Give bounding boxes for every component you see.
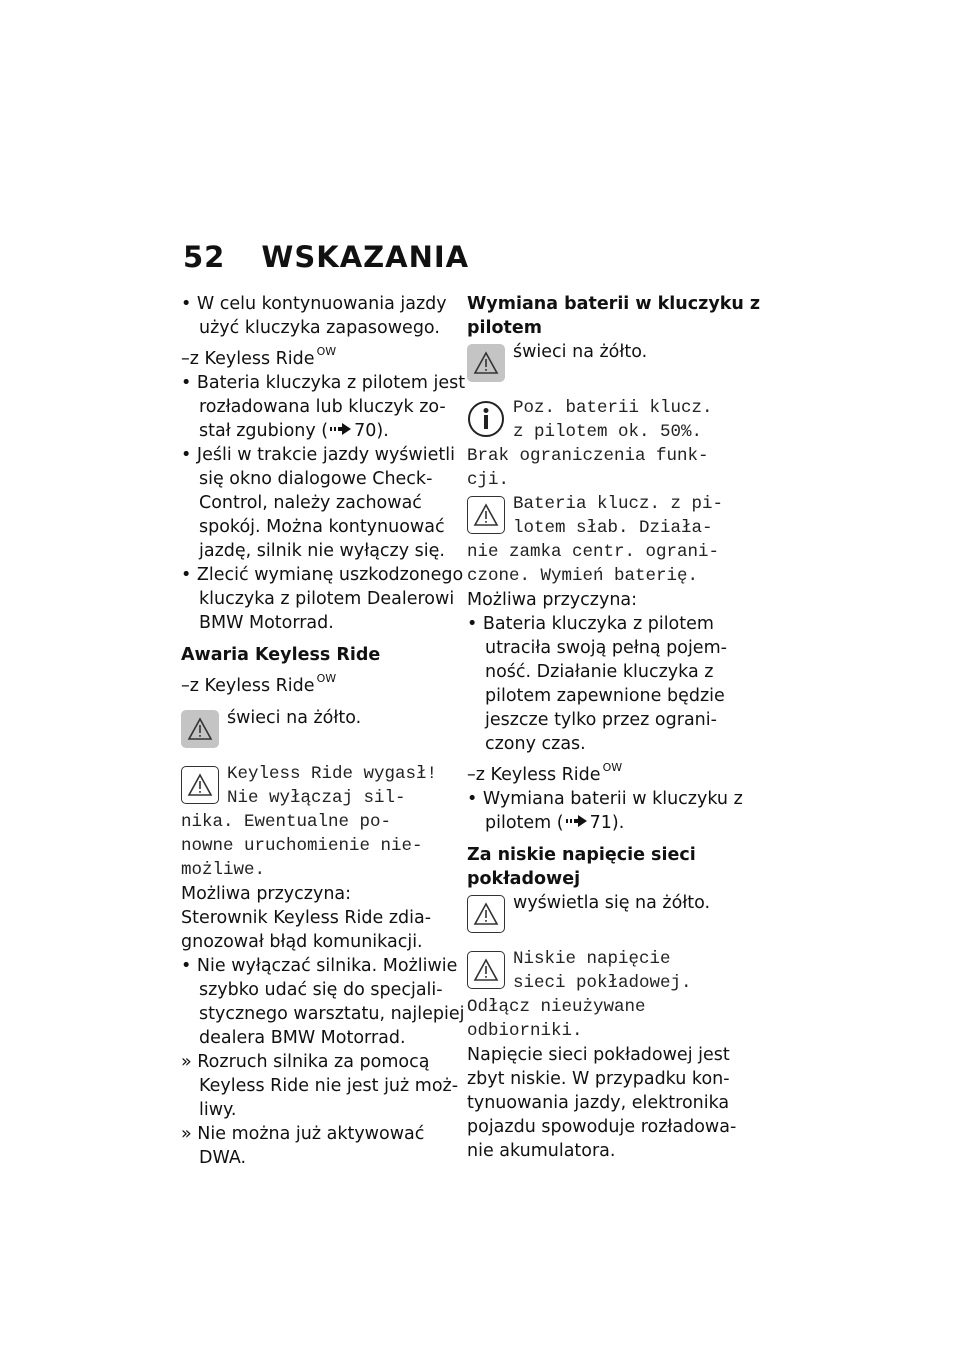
warning-lamp-icon (181, 710, 219, 748)
warning-triangle-icon (467, 496, 505, 534)
right-column: Wymiana baterii w kluczyku z pilotem świeci na żółto. Poz. baterii klucz. z pilotem ok. 50%. Brak ograniczenia funk- cji. Bateria klucz. z pi- lotem słab. Działa- nie zamka centr. ograni- czone. Wymień baterię. Możliwa przyczyna: • Bateria kluczyka z pilotem utraciła swoją pełną pojem- ność. Działanie kluczyka z pilotem zapewnione będzie jeszcze tylko przez ograni- czony czas. –z Keyless Ride $^{OW}$ • Wymiana baterii w kluczyku z pilotem ( 71). Za niskie napięcie sieci pokładowej wyświetla się na żółto. Niskie napięcie sieci pokładowej. Odłącz nieużywane odbiorniki. Napięcie sieci pokładowej jest zbyt niskie. W przypadku kon- tynuowania jazdy, elektronika pojazdu spowoduje rozładowa- nie akumulatora. (467, 294, 761, 1161)
display-message: Bateria klucz. z pi- lotem słab. Działa- (467, 492, 739, 540)
option-line: –z Keyless Ride $^{OW}$ (181, 672, 337, 696)
result-item: » Nie można już aktywować (181, 1124, 425, 1144)
display-message: Poz. baterii klucz. z pilotem ok. 50%. (467, 396, 739, 444)
bullet-item: • W celu kontynuowania jazdy (181, 294, 447, 314)
page-reference-link[interactable]: 70). (354, 421, 389, 441)
bullet-glyph: • (181, 294, 192, 314)
info-icon (467, 400, 505, 438)
arrow-reference-icon (330, 423, 352, 435)
warning-triangle-icon (467, 951, 505, 989)
bullet-item: • Nie wyłączać silnika. Możliwie (181, 956, 458, 976)
left-column: • W celu kontynuowania jazdy użyć kluczyka zapasowego. –z Keyless Ride $^{OW}$ • Bateria kluczyka z pilotem jest rozładowana lub kluczyk zo- stał zgubiony ( 70). • Jeśli w trakcie jazdy wyświetli się okno dialogowe Check- Control, należy zachować spokój. Można kontynuować jazdę, silnik nie wyłączy się. • Zlecić wymianę uszkodzonego kluczyka z pilotem Dealerowi BMW Motorrad. Awaria Keyless Ride –z Keyless Ride $^{OW}$ świeci na żółto. Keyless Ride wygasł! Nie wyłączaj sil- nika. Ewentualne po- nowne uruchomienie nie- możliwe. Możliwa przyczyna: Sterownik Keyless Ride zdia- gnozował błąd komunikacji. • Nie wyłączać silnika. Możliwie szybko udać się do specjali- stycznego warsztatu, najlepiej dealera BMW Motorrad. » Rozruch silnika za pomocą Keyless Ride nie jest już moż- liwy. » Nie można już aktywować DWA. (181, 294, 466, 1168)
display-message: Keyless Ride wygasł! Nie wyłączaj sil- (181, 762, 453, 810)
bullet-item: • Bateria kluczyka z pilotem (467, 614, 714, 634)
warning-lamp-row: świeci na żółto. (181, 706, 453, 754)
section-heading: Awaria Keyless Ride (181, 645, 381, 665)
result-item: » Rozruch silnika za pomocą (181, 1052, 430, 1072)
warning-lamp-row: świeci na żółto. (467, 340, 739, 388)
warning-lamp-row: wyświetla się na żółto. (467, 891, 739, 939)
option-line: –z Keyless Ride $^{OW}$ (181, 345, 337, 369)
page-reference-link[interactable]: 71). (589, 813, 625, 833)
option-line: –z Keyless Ride $^{OW}$ (467, 761, 623, 785)
warning-triangle-icon (181, 766, 219, 804)
page-title: WSKAZANIA (261, 240, 470, 274)
section-heading: Wymiana baterii w kluczyku z (467, 294, 761, 314)
arrow-reference-icon (566, 815, 588, 827)
display-message: Niskie napięcie sieci pokładowej. (467, 947, 739, 995)
page-number: 52 (183, 240, 226, 274)
section-heading: Za niskie napięcie sieci (467, 845, 696, 865)
warning-lamp-icon (467, 344, 505, 382)
page-header (183, 240, 469, 280)
bullet-item: • Jeśli w trakcie jazdy wyświetli (181, 445, 455, 465)
bullet-item: • Bateria kluczyka z pilotem jest (181, 373, 466, 393)
bullet-item: • Wymiana baterii w kluczyku z (467, 789, 743, 809)
bullet-item: • Zlecić wymianę uszkodzonego (181, 565, 464, 585)
warning-lamp-icon (467, 895, 505, 933)
